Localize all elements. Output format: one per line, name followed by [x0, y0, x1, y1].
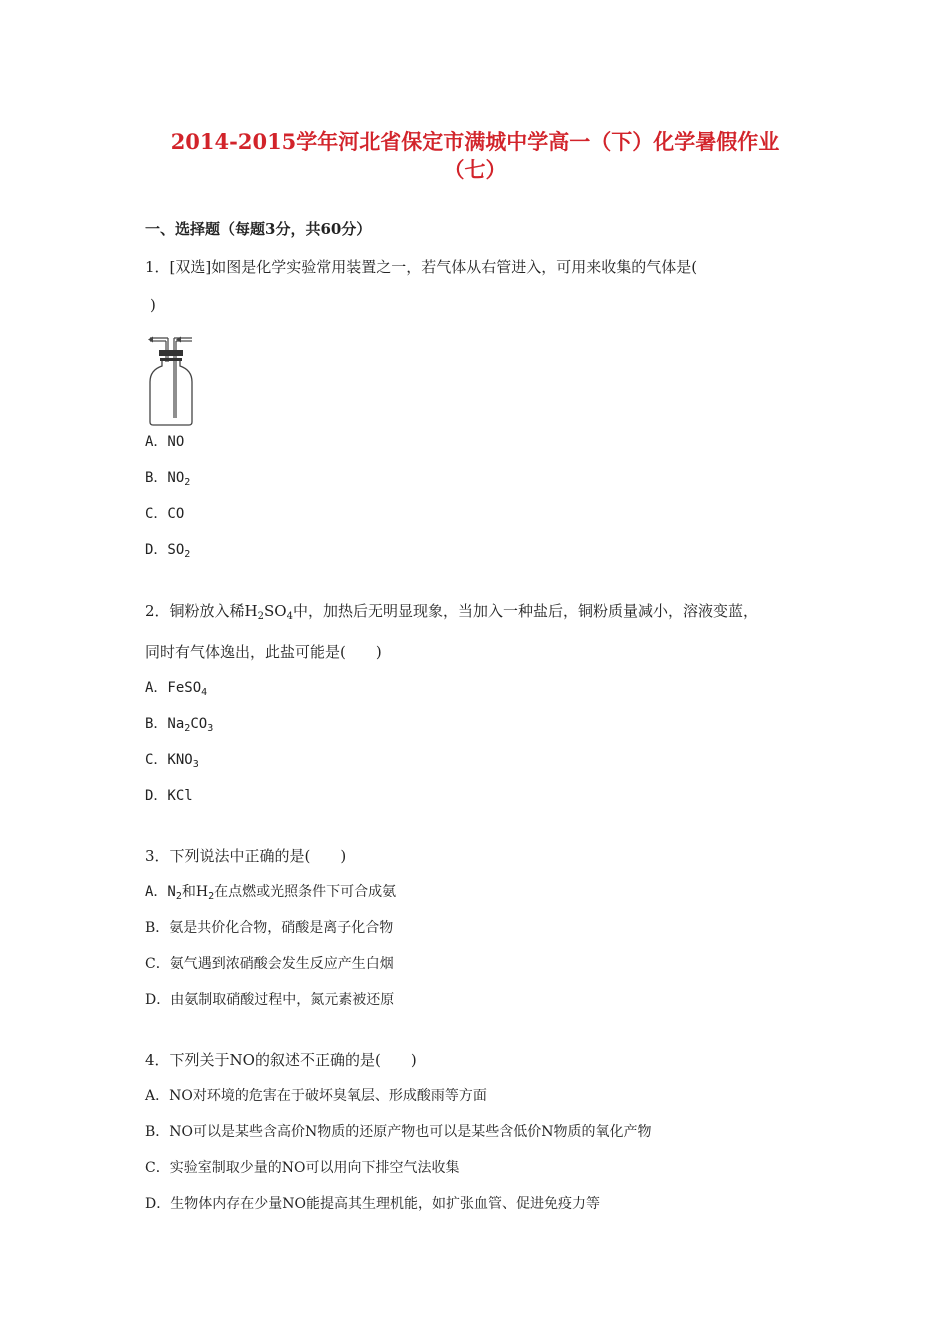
q2-option-d: D．KCl: [145, 788, 193, 804]
q4-stem: 4．下列关于NO的叙述不正确的是( ): [145, 1051, 417, 1069]
doc-title-line1: 2014-2015学年河北省保定市满城中学高一（下）化学暑假作业: [170, 129, 780, 154]
q2-option-c: C．$KNO_3$: [145, 752, 199, 770]
q2-option-b: B．$Na_2CO_3$: [145, 716, 214, 734]
q1-stem: 1．[双选]如图是化学实验常用装置之一，若气体从右管进入，可用来收集的气体是(: [145, 258, 698, 276]
q1-stem-cont: ): [150, 296, 156, 314]
section-heading: 一、选择题（每题3分，共60分）: [145, 220, 372, 238]
q3-option-d: D．由氨制取硝酸过程中，氮元素被还原: [145, 992, 395, 1008]
q3-option-b: B．氨是共价化合物，硝酸是离子化合物: [145, 920, 394, 936]
q1-option-b: B．$NO_2$: [145, 470, 191, 488]
q3-stem: 3．下列说法中正确的是( ): [145, 847, 347, 865]
q2-stem-cont: 同时有气体逸出，此盐可能是( ): [145, 643, 382, 661]
q4-option-b: B．NO可以是某些含高价N物质的还原产物也可以是某些含低价N物质的氧化产物: [145, 1124, 652, 1140]
q2-stem: 2．铜粉放入稀$H_2SO_4$中，加热后无明显现象，当加入一种盐后，铜粉质量减小，溶液变蓝，: [145, 602, 758, 622]
q1-option-a: A．NO: [145, 434, 185, 450]
q4-option-c: C．实验室制取少量的NO可以用向下排空气法收集: [145, 1160, 460, 1176]
q3-option-a: A．$N_2$和$H_2$在点燃或光照条件下可合成氨: [145, 884, 397, 902]
q1-option-d: D．$SO_2$: [145, 542, 191, 560]
doc-title-line2: （七）: [443, 157, 507, 182]
q3-option-c: C．氨气遇到浓硝酸会发生反应产生白烟: [145, 956, 394, 972]
q4-option-a: A．NO对环境的危害在于破坏臭氧层、形成酸雨等方面: [145, 1088, 487, 1104]
q2-option-a: A．FeSO$_4$: [145, 680, 208, 698]
gas-collection-bottle-icon: [144, 332, 196, 428]
q1-option-c: C．CO: [145, 506, 185, 522]
q4-option-d: D．生物体内存在少量NO能提高其生理机能，如扩张血管、促进免疫力等: [145, 1196, 600, 1212]
